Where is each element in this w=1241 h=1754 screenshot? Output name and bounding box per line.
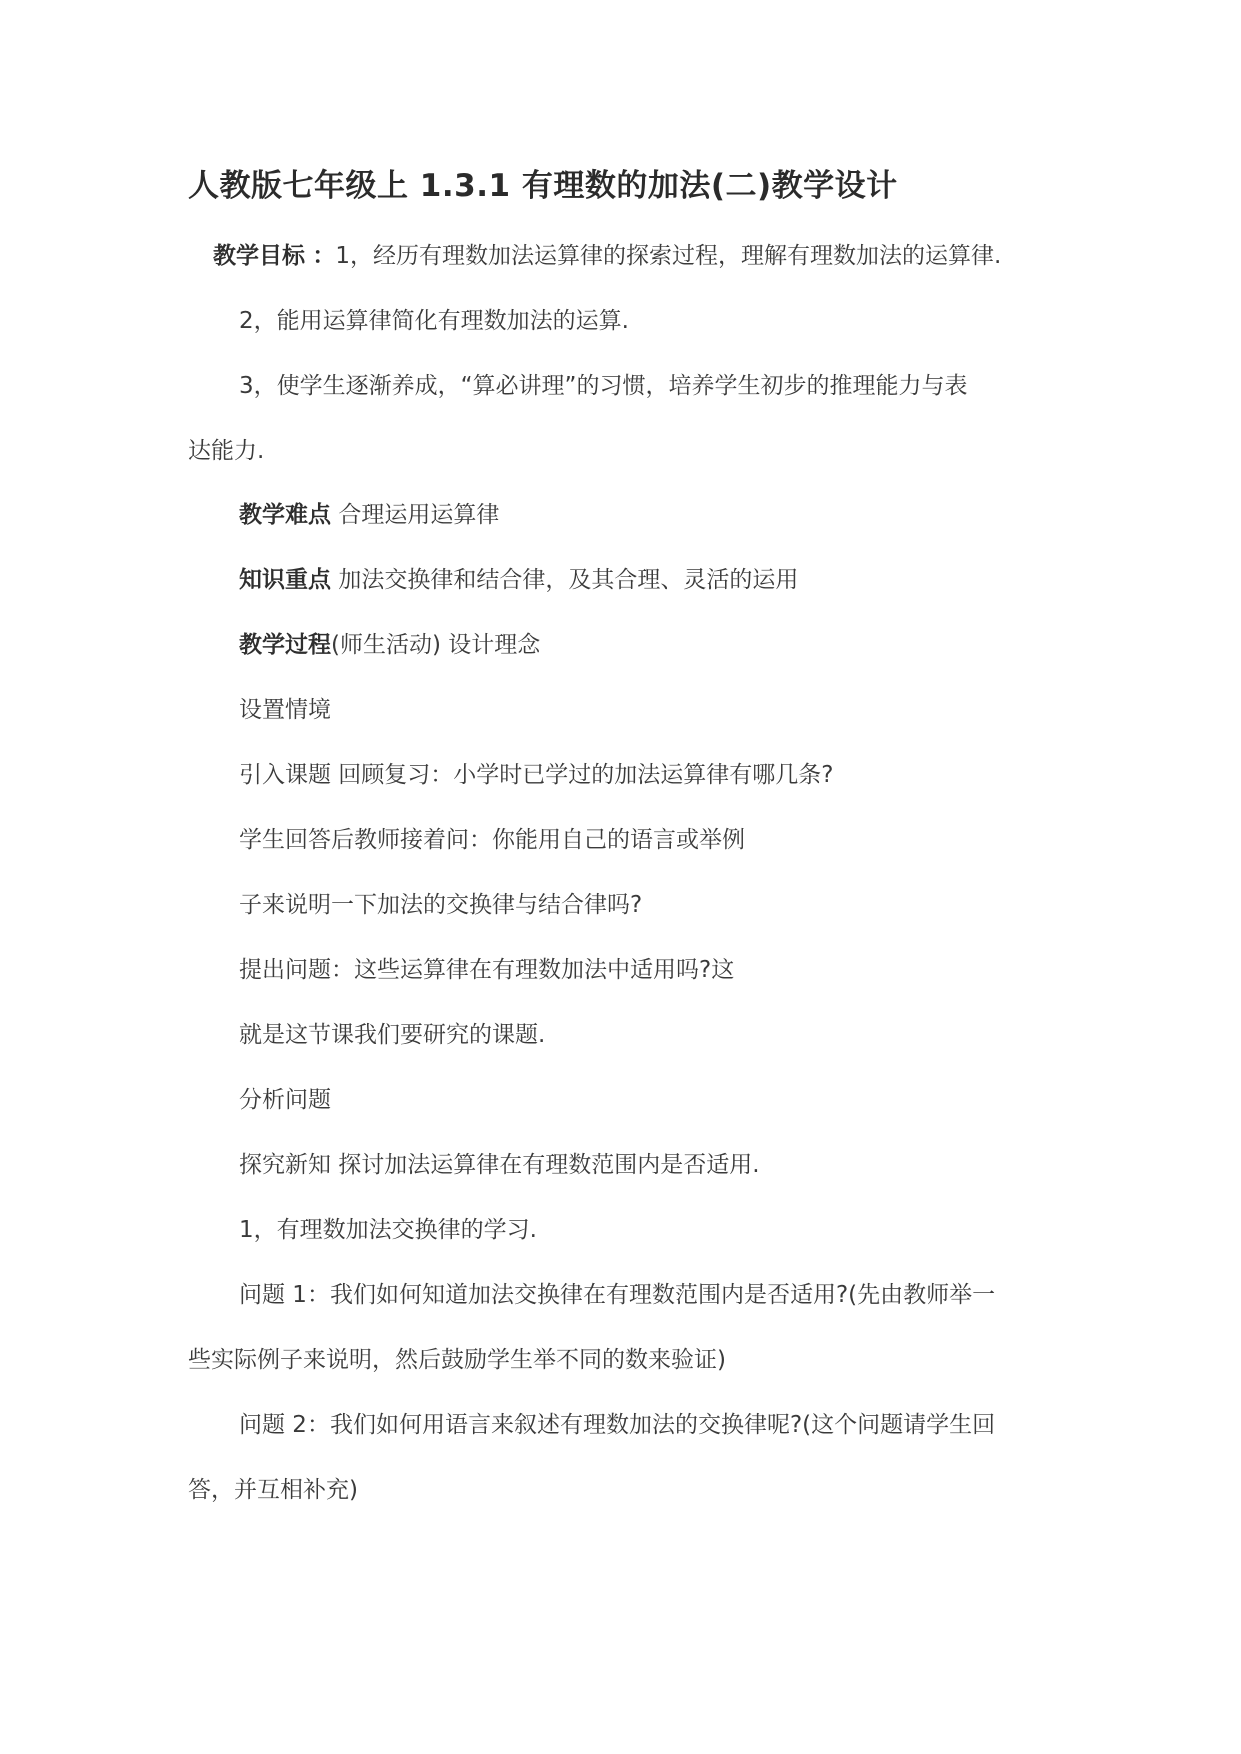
body-line: 子来说明一下加法的交换律与结合律吗? (239, 892, 643, 918)
body-line: 设置情境 (239, 697, 331, 723)
process-line (239, 630, 540, 660)
body-line: 些实际例子来说明，然后鼓励学生举不同的数来验证) (188, 1347, 726, 1373)
difficulty-line (239, 500, 499, 530)
objectives-separator: ： (312, 243, 336, 269)
body-line: 1，有理数加法交换律的学习. (239, 1217, 537, 1243)
body-line: 就是这节课我们要研究的课题. (239, 1022, 546, 1048)
body-line: 探究新知 探讨加法运算律在有理数范围内是否适用. (239, 1152, 760, 1178)
process-label: 教学过程 (239, 632, 331, 658)
key-points-label: 知识重点 (239, 567, 331, 593)
document-title: 人教版七年级上 1.3.1 有理数的加法(二)教学设计 (188, 168, 898, 204)
body-line: 问题 1：我们如何知道加法交换律在有理数范围内是否适用?(先由教师举一 (239, 1282, 996, 1308)
body-line: 答，并互相补充) (188, 1477, 358, 1503)
objective-item-3: 3，使学生逐渐养成，“算必讲理”的习惯，培养学生初步的推理能力与表 (239, 373, 968, 399)
body-line: 提出问题：这些运算律在有理数加法中适用吗?这 (239, 957, 735, 983)
objective-item-3-continued: 达能力. (188, 438, 265, 464)
key-points-line (239, 565, 798, 595)
body-line: 分析问题 (239, 1087, 331, 1113)
body-line: 学生回答后教师接着问：你能用自己的语言或举例 (239, 827, 745, 853)
process-text: (师生活动) 设计理念 (331, 632, 541, 658)
key-points-text: 加法交换律和结合律，及其合理、灵活的运用 (338, 567, 799, 593)
objective-item-1: 1，经历有理数加法运算律的探索过程，理解有理数加法的运算律. (335, 243, 1002, 269)
body-line: 引入课题 回顾复习：小学时已学过的加法运算律有哪几条? (239, 762, 834, 788)
difficulty-text: 合理运用运算律 (338, 502, 500, 528)
objectives-line (213, 241, 1001, 271)
body-line: 问题 2：我们如何用语言来叙述有理数加法的交换律呢?(这个问题请学生回 (239, 1412, 996, 1438)
objective-item-2: 2，能用运算律简化有理数加法的运算. (239, 308, 629, 334)
difficulty-label: 教学难点 (239, 502, 331, 528)
objectives-label: 教学目标 (213, 243, 305, 269)
